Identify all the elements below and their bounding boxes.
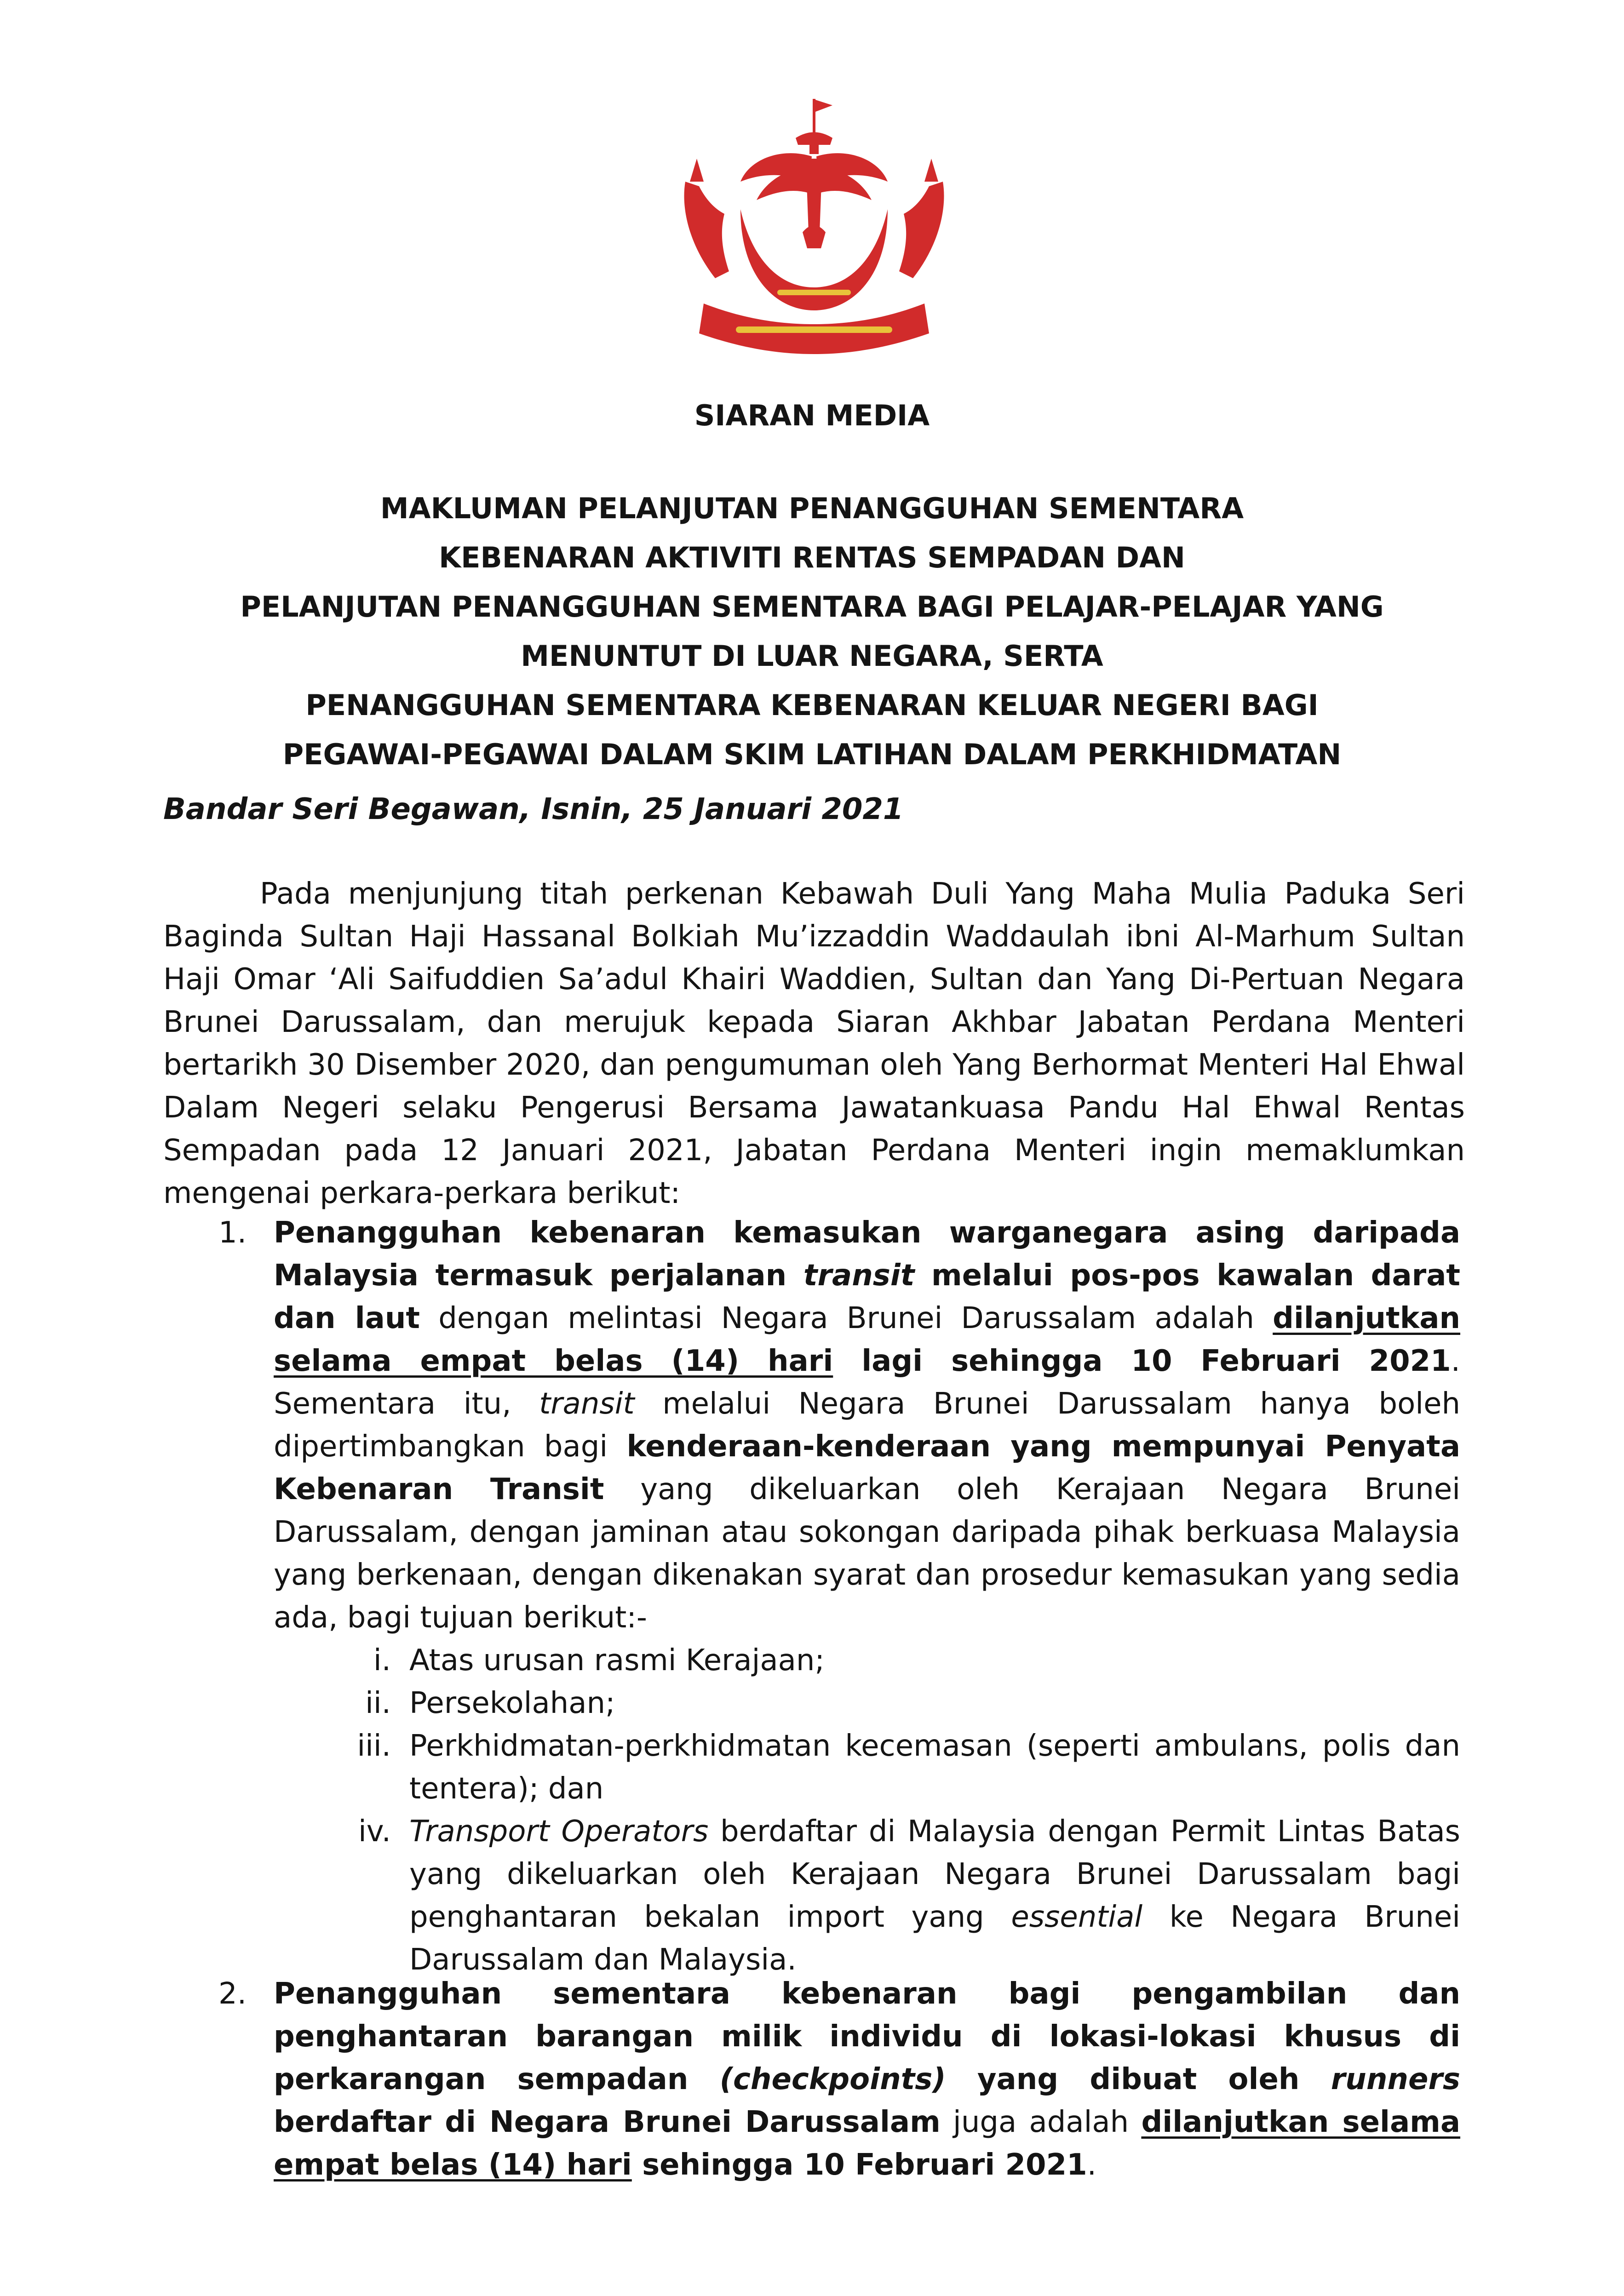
item-text: dengan melintasi Negara Brunei Darussalam adalah [420, 1301, 1273, 1335]
item-text: transit [539, 1387, 635, 1421]
list-item-1 [218, 1212, 1461, 1981]
item-text: dilanjutkan selama empat belas (14) hari [274, 1301, 1460, 1378]
sub-item-number: ii. [365, 1686, 391, 1720]
sub-item-text: ke Negara Brunei Darussalam dan Malaysia. [409, 1900, 1461, 1977]
item-text: . [1087, 2148, 1096, 2182]
title-line: PENANGGUHAN SEMENTARA KEBENARAN KELUAR NEGERI BAGI [305, 688, 1319, 722]
item-text: dilanjutkan selama empat belas (14) hari [274, 2105, 1461, 2182]
crest-icon [671, 94, 957, 359]
item-text: kenderaan-kenderaan yang mempunyai Penyata Kebenaran Transit [274, 1430, 1461, 1506]
item-2-paragraph [274, 1973, 1460, 2187]
item-text: berdaftar di Negara Brunei Darussalam [274, 2105, 941, 2139]
sub-item-text: Perkhidmatan-perkhidmatan kecemasan (seperti ambulans, polis dan tentera); dan [409, 1729, 1460, 1806]
sub-item-text: Atas urusan rasmi Kerajaan; [409, 1643, 825, 1678]
item-text: juga adalah [940, 2105, 1142, 2139]
intro-section [163, 873, 1465, 1215]
sub-item-number: iv. [358, 1815, 391, 1849]
title-line: MAKLUMAN PELANJUTAN PENANGGUHAN SEMENTARA [380, 492, 1244, 525]
dateline: Bandar Seri Begawan, Isnin, 25 Januari 2021 [163, 792, 904, 826]
title-line: PELANJUTAN PENANGGUHAN SEMENTARA BAGI PELAJAR-PELAJAR YANG [240, 590, 1384, 624]
item-text: Penangguhan kebenaran kemasukan warganegara asing daripada Malaysia termasuk perjalanan [274, 1216, 1460, 1293]
item-text: Penangguhan sementara kebenaran bagi pengambilan dan penghantaran barangan milik individu di lokasi-lokasi khusus di perkarangan sempadan [274, 1977, 1460, 2096]
item-text: lagi sehingga 10 Februari 2021 [833, 1344, 1451, 1378]
item-text: (checkpoints) [719, 2062, 946, 2096]
item-text: runners [1331, 2062, 1460, 2096]
sub-item [274, 1639, 1460, 1682]
brunei-crest-emblem [671, 94, 957, 359]
press-release-title [0, 484, 1624, 779]
title-line: MENUNTUT DI LUAR NEGARA, SERTA [521, 639, 1103, 673]
item-text: sehingga 10 Februari 2021 [631, 2148, 1087, 2182]
sub-item-text: essential [1011, 1900, 1143, 1934]
title-line: PEGAWAI-PEGAWAI DALAM SKIM LATIHAN DALAM PERKHIDMATAN [282, 738, 1342, 771]
sub-list [274, 1639, 1460, 1981]
sub-item-number: i. [373, 1643, 391, 1678]
sub-item-text: Transport Operators [409, 1815, 709, 1849]
sub-item [274, 1725, 1460, 1810]
item-text: melalui pos-pos kawalan darat dan laut [274, 1259, 1461, 1335]
intro-paragraph: Pada menjunjung titah perkenan Kebawah Duli Yang Maha Mulia Paduka Seri Baginda Sultan Haji Hassanal Bolkiah Mu’izzaddin Waddaulah ibni Al-Marhum Sultan Haji Omar ‘Ali Saifuddien Sa’adul Khairi Waddien, Sultan dan Yang Di-Pertuan Negara Brunei Darussalam, dan merujuk kepada Siaran Akhbar Jabatan Perdana Menteri bertarikh 30 Disember 2020, dan pengumuman oleh Yang Berhormat Menteri Hal Ehwal Dalam Negeri selaku Pengerusi Bersama Jawatankuasa Pandu Hal Ehwal Rentas Sempadan pada 12 Januari 2021, Jabatan Perdana Menteri ingin memaklumkan mengenai perkara-perkara berikut: [163, 877, 1465, 1210]
item-text: transit [803, 1259, 915, 1293]
list-item-2 [218, 1973, 1461, 2187]
item-text: melalui Negara Brunei Darussalam hanya boleh dipertimbangkan bagi [274, 1387, 1461, 1464]
item-number: 2. [218, 1977, 247, 2011]
item-text: yang dikeluarkan oleh Kerajaan Negara Brunei Darussalam, dengan jaminan atau sokongan daripada pihak berkuasa Malaysia yang berkenaan, dengan dikenakan syarat dan prosedur kemasukan yang sedia ada, bagi tujuan berikut:- [274, 1472, 1461, 1635]
sub-item [274, 1810, 1460, 1981]
item-number: 1. [218, 1216, 247, 1250]
item-text: yang dibuat oleh [946, 2062, 1331, 2096]
title-line: KEBENARAN AKTIVITI RENTAS SEMPADAN DAN [439, 541, 1185, 574]
sub-item-text: Persekolahan; [409, 1686, 615, 1720]
sub-item-text: berdaftar di Malaysia dengan Permit Lintas Batas yang dikeluarkan oleh Kerajaan Negara Brunei Darussalam bagi penghantaran bekalan import yang [409, 1815, 1461, 1934]
sub-item [274, 1682, 1460, 1725]
item-1-paragraph [274, 1212, 1460, 1639]
item-text: . Sementara itu, [274, 1344, 1461, 1421]
sub-item-number: iii. [357, 1729, 391, 1763]
media-label: SIARAN MEDIA [694, 399, 930, 432]
